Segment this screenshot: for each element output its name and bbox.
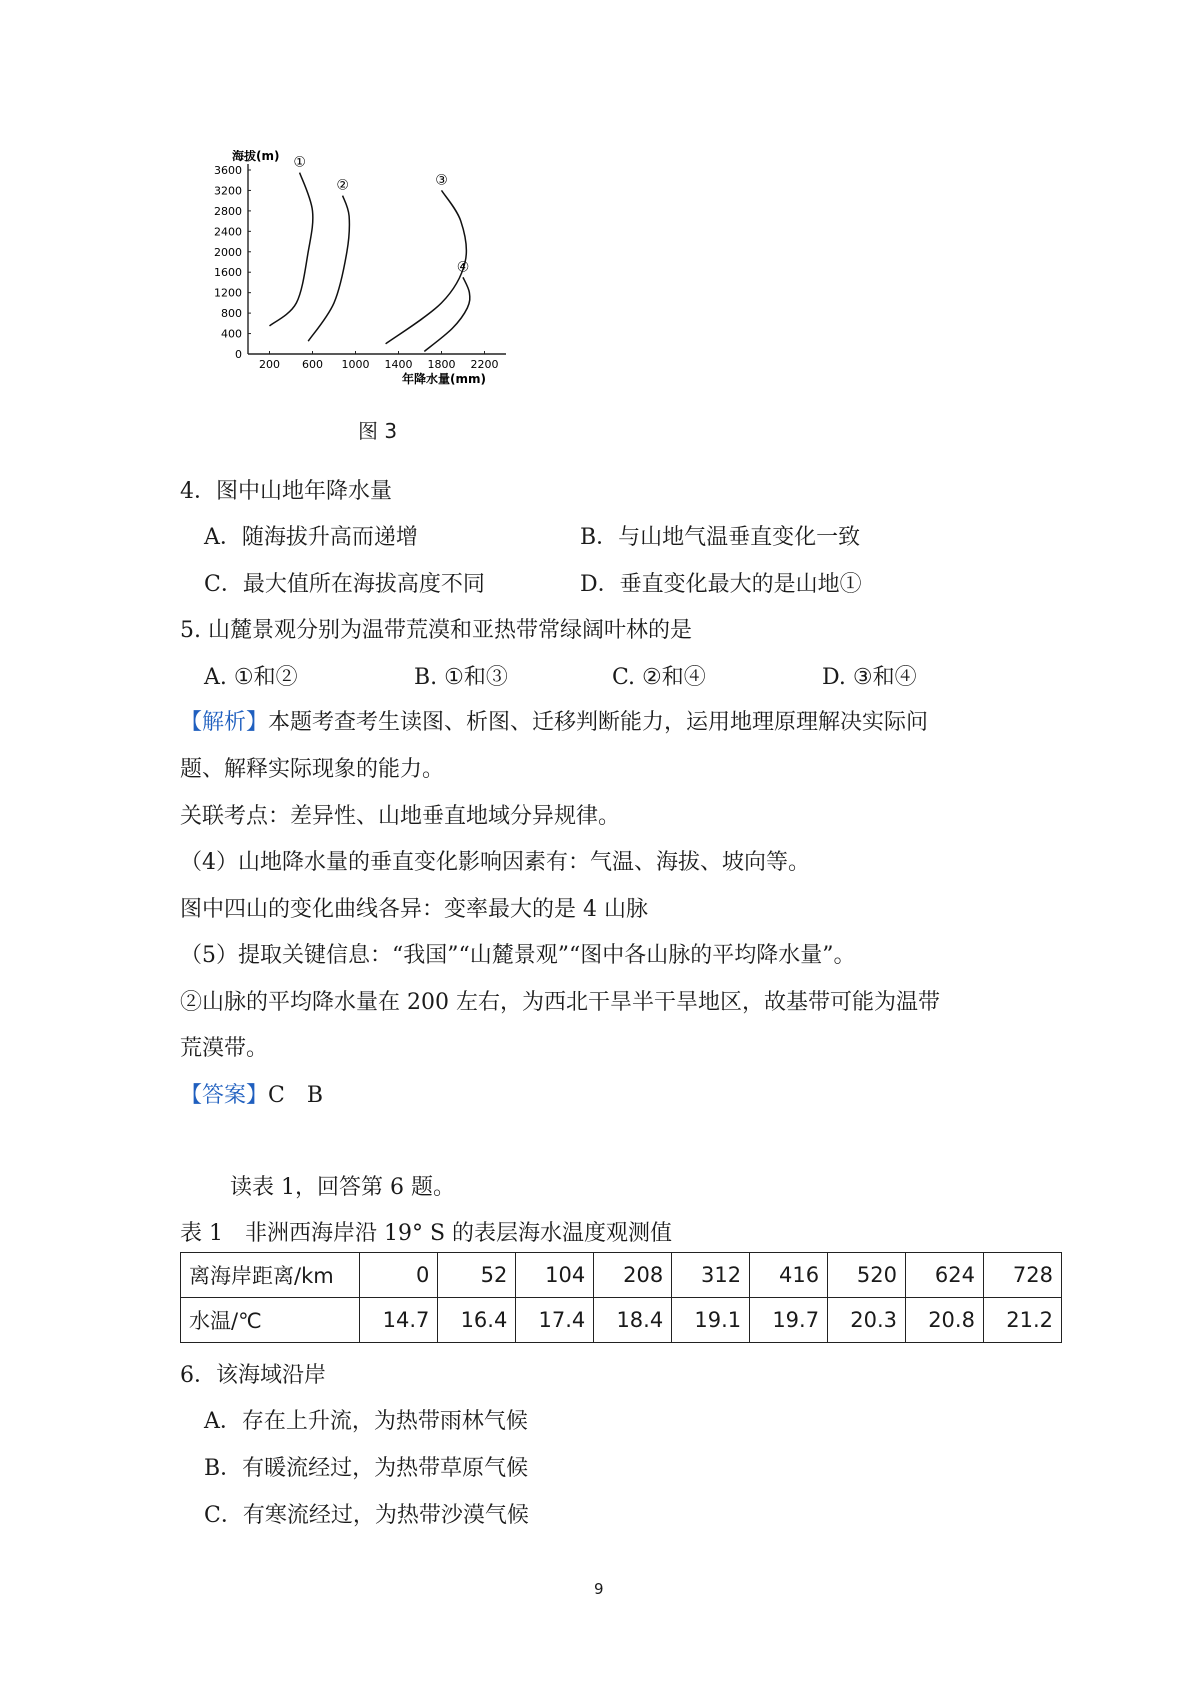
- x-axis-label: 年降水量(mm): [402, 372, 486, 386]
- analysis-tag: 【解析】: [180, 710, 269, 735]
- x-tick-label: 200: [259, 358, 280, 371]
- row-header-temperature: 水温/℃: [181, 1298, 360, 1343]
- analysis-line-6: （5）提取关键信息：“我国”“山麓景观”“图中各山脉的平均降水量”。: [180, 943, 856, 968]
- curve-label-2: ②: [336, 177, 349, 194]
- table-cell: 21.2: [983, 1298, 1061, 1343]
- y-tick-label: 400: [221, 327, 242, 341]
- table-cell: 20.8: [906, 1298, 984, 1343]
- table-cell: 52: [438, 1253, 516, 1298]
- answer-line: [180, 1078, 323, 1109]
- answer-value: C B: [268, 1083, 324, 1108]
- q4-option-b: B．与山地气温垂直变化一致: [580, 525, 861, 550]
- analysis-text-1: 本题考查考生读图、析图、迁移判断能力，运用地理原理解决实际问: [268, 710, 929, 735]
- y-tick-label: 3600: [214, 164, 242, 177]
- table-cell: 18.4: [594, 1298, 672, 1343]
- curve-label-3: ③: [435, 172, 448, 189]
- q4-option-a: A．随海拔升高而递增: [204, 525, 418, 550]
- analysis-line-1: [180, 705, 928, 736]
- page-number: 9: [594, 1580, 604, 1598]
- table-cell: 17.4: [516, 1298, 594, 1343]
- table-intro: 读表 1，回答第 6 题。: [230, 1175, 455, 1200]
- table-cell: 0: [360, 1253, 438, 1298]
- x-tick-label: 600: [302, 358, 323, 371]
- table-cell: 520: [828, 1253, 906, 1298]
- q4-option-c: C．最大值所在海拔高度不同: [204, 572, 485, 597]
- curve-label-4: ④: [456, 259, 470, 276]
- table-cell: 416: [750, 1253, 828, 1298]
- table-cell: 208: [594, 1253, 672, 1298]
- x-tick-label: 2200: [470, 358, 499, 371]
- curve-label-1: ①: [293, 154, 306, 171]
- analysis-line-5: 图中四山的变化曲线各异：变率最大的是 4 山脉: [180, 897, 648, 922]
- table-row: [181, 1298, 1062, 1343]
- table-cell: 312: [672, 1253, 750, 1298]
- q4-stem: 4．图中山地年降水量: [180, 479, 392, 504]
- analysis-line-8: 荒漠带。: [180, 1036, 269, 1061]
- y-tick-label: 0: [235, 348, 242, 361]
- q6-option-a: A．存在上升流，为热带雨林气候: [204, 1409, 528, 1434]
- curves: [270, 155, 470, 352]
- table-cell: 104: [516, 1253, 594, 1298]
- q5-option-b: B. ①和③: [414, 665, 508, 690]
- table-cell: 16.4: [438, 1298, 516, 1343]
- y-tick-label: 1600: [214, 266, 242, 280]
- x-tick-label: 1000: [341, 358, 370, 371]
- curve-line-2: [308, 196, 349, 342]
- answer-tag: 【答案】: [180, 1083, 269, 1108]
- table-row: [181, 1253, 1062, 1298]
- x-tick-label: 1800: [427, 358, 456, 371]
- curve-line-1: [270, 173, 313, 326]
- q5-option-a: A. ①和②: [204, 665, 298, 690]
- q5-stem: 5. 山麓景观分别为温带荒漠和亚热带常绿阔叶林的是: [180, 618, 692, 643]
- q5-option-c: C. ②和④: [612, 665, 706, 690]
- analysis-line-2: 题、解释实际现象的能力。: [180, 757, 445, 782]
- table-cell: 19.7: [750, 1298, 828, 1343]
- y-tick-label: 1200: [214, 286, 242, 300]
- curve-line-3: [386, 190, 467, 343]
- curve-line-4: [424, 277, 470, 351]
- x-tick-label: 1400: [384, 358, 413, 371]
- chart-svg: [206, 150, 536, 390]
- row-header-distance: 离海岸距离/km: [181, 1253, 360, 1298]
- y-tick-label: 3200: [214, 184, 242, 198]
- table-cell: 624: [906, 1253, 984, 1298]
- q6-stem: 6．该海域沿岸: [180, 1363, 326, 1388]
- q6-option-b: B．有暖流经过，为热带草原气候: [204, 1456, 529, 1481]
- y-tick-label: 2400: [214, 225, 242, 239]
- analysis-line-7: ②山脉的平均降水量在 200 左右，为西北干旱半干旱地区，故基带可能为温带: [180, 990, 940, 1015]
- analysis-line-4: （4）山地降水量的垂直变化影响因素有：气温、海拔、坡向等。: [180, 850, 810, 875]
- q6-option-c: C．有寒流经过，为热带沙漠气候: [204, 1503, 529, 1528]
- table-title: 表 1 非洲西海岸沿 19° S 的表层海水温度观测值: [180, 1221, 673, 1246]
- q5-option-d: D. ③和④: [822, 665, 917, 690]
- table-cell: 728: [983, 1253, 1061, 1298]
- y-tick-label: 800: [221, 307, 242, 321]
- table-cell: 20.3: [828, 1298, 906, 1343]
- analysis-line-3: 关联考点：差异性、山地垂直地域分异规律。: [180, 804, 621, 829]
- q4-option-d: D．垂直变化最大的是山地①: [580, 572, 862, 597]
- y-axis-label: 海拔(m): [232, 150, 280, 163]
- sea-temperature-table: [180, 1252, 1062, 1343]
- table-cell: 14.7: [360, 1298, 438, 1343]
- figure-caption: 图 3: [358, 419, 398, 443]
- y-tick-label: 2800: [214, 204, 242, 218]
- y-ticks: [214, 164, 251, 361]
- y-tick-label: 2000: [214, 245, 242, 259]
- table-cell: 19.1: [672, 1298, 750, 1343]
